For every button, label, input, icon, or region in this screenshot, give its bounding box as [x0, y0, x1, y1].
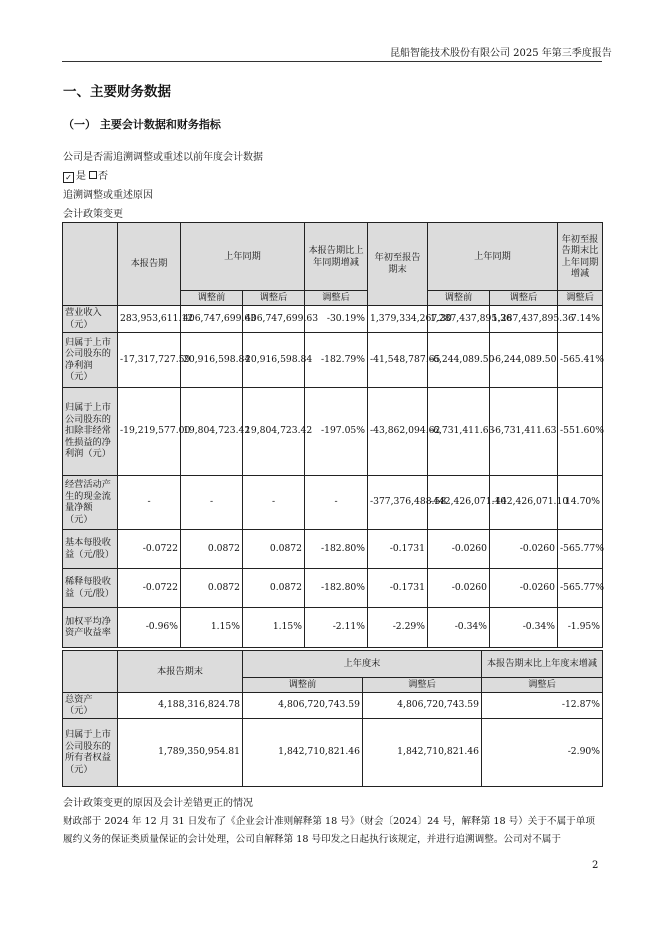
sub-after: 调整后 — [482, 678, 603, 693]
table-cell: -19,219,577.00 — [118, 387, 181, 475]
sub-after: 调整后 — [558, 291, 603, 306]
key-financials-table — [62, 222, 603, 648]
table-cell: 4,806,720,743.59 — [363, 692, 482, 718]
col-prior-year-end: 上年度末 — [243, 651, 482, 678]
table-cell: 4,188,316,824.78 — [118, 692, 243, 718]
col-ytd: 年初至报告期末 — [368, 223, 428, 306]
footnote-body: 财政部于 2024 年 12 月 31 日发布了《企业会计准则解释第 18 号》（财会〔2024〕24 号，解释第 18 号）关于不属于单项履约义务的保证类质量保证的会计处理，公司自解释第 18 号印发之日起执行该规定，并进行追溯调整。公司对不属于 — [63, 816, 595, 845]
table-cell: -41,548,787.65 — [368, 332, 428, 387]
table-cell: 20,916,598.84 — [243, 332, 305, 387]
subsection-title: （一） 主要会计数据和财务指标 — [63, 118, 221, 131]
table-row — [63, 607, 603, 647]
table-row — [63, 305, 603, 332]
table-row — [63, 332, 603, 387]
table-cell: 406,747,699.63 — [243, 305, 305, 332]
col-change-period: 本报告期比上年同期增减 — [305, 223, 368, 291]
restatement-question: 公司是否需追溯调整或重述以前年度会计数据 — [63, 152, 263, 163]
table-cell: -17,317,727.59 — [118, 332, 181, 387]
section-title: 一、主要财务数据 — [63, 84, 171, 100]
table-cell: -442,426,071.10 — [428, 475, 490, 529]
table-cell: -442,426,071.10 — [490, 475, 558, 529]
balance-sheet-table — [62, 650, 603, 787]
table-cell: -377,376,488.58 — [368, 475, 428, 529]
table-cell: -565.77% — [558, 568, 603, 607]
table-cell: 19,804,723.42 — [243, 387, 305, 475]
header-blank — [63, 651, 118, 693]
table-cell: - — [243, 475, 305, 529]
row-label: 稀释每股收益（元/股） — [63, 568, 118, 607]
table-cell: 1,287,437,895.36 — [428, 305, 490, 332]
table-cell: 0.0872 — [181, 529, 243, 568]
row-label: 营业收入（元） — [63, 305, 118, 332]
table-cell: -6,731,411.63 — [428, 387, 490, 475]
table-cell: -0.1731 — [368, 529, 428, 568]
table-cell: - — [118, 475, 181, 529]
table-cell: 0.0872 — [181, 568, 243, 607]
col-prior-same-ytd: 上年同期 — [428, 223, 558, 291]
table-cell: -0.0260 — [428, 529, 490, 568]
table-cell: 1,842,710,821.46 — [363, 718, 482, 786]
table-cell: -2.90% — [482, 718, 603, 786]
reason-label: 追溯调整或重述原因 — [63, 190, 153, 201]
table-cell: -0.1731 — [368, 568, 428, 607]
table-cell: 19,804,723.42 — [181, 387, 243, 475]
sub-after: 调整后 — [363, 678, 482, 693]
table-cell: 1,842,710,821.46 — [243, 718, 363, 786]
table-row — [63, 568, 603, 607]
restatement-answer — [63, 167, 108, 183]
table-row — [63, 718, 603, 786]
table-cell: -182.80% — [305, 529, 368, 568]
table-cell: 1,379,334,267.30 — [368, 305, 428, 332]
row-label: 基本每股收益（元/股） — [63, 529, 118, 568]
table-row — [63, 692, 603, 718]
page-header: 昆船智能技术股份有限公司 2025 年第三季度报告 — [390, 48, 612, 59]
row-label: 总资产（元） — [63, 692, 118, 718]
row-label: 经营活动产生的现金流量净额（元） — [63, 475, 118, 529]
table-cell: -565.77% — [558, 529, 603, 568]
table-cell: -565.41% — [558, 332, 603, 387]
table-cell: 1,789,350,954.81 — [118, 718, 243, 786]
col-prior-same-period: 上年同期 — [181, 223, 305, 291]
table-cell: -0.34% — [490, 607, 558, 647]
page-number: 2 — [592, 860, 599, 871]
table-cell: -12.87% — [482, 692, 603, 718]
table-cell: 4,806,720,743.59 — [243, 692, 363, 718]
sub-after: 调整后 — [243, 291, 305, 306]
table-cell: -0.34% — [428, 607, 490, 647]
row-label: 归属于上市公司股东的扣除非经常性损益的净利润（元） — [63, 387, 118, 475]
table-cell: -197.05% — [305, 387, 368, 475]
table-cell: -1.95% — [558, 607, 603, 647]
table-row — [63, 475, 603, 529]
table-cell: 1,287,437,895.36 — [490, 305, 558, 332]
table-cell: 0.0872 — [243, 568, 305, 607]
table-cell: 7.14% — [558, 305, 603, 332]
table-cell: -0.0260 — [490, 568, 558, 607]
sub-after: 调整后 — [490, 291, 558, 306]
answer-yes: 是 — [76, 171, 86, 182]
table-cell: -6,244,089.50 — [490, 332, 558, 387]
table-cell: 14.70% — [558, 475, 603, 529]
table-cell: 1.15% — [243, 607, 305, 647]
header-blank — [63, 223, 118, 306]
checked-box-icon: ✓ — [63, 172, 74, 183]
table-cell: 283,953,611.12 — [118, 305, 181, 332]
table-cell: -2.11% — [305, 607, 368, 647]
table-row — [63, 387, 603, 475]
answer-no: 否 — [98, 171, 108, 182]
row-label: 归属于上市公司股东的净利润（元） — [63, 332, 118, 387]
table-cell: 406,747,699.63 — [181, 305, 243, 332]
table-cell: 20,916,598.84 — [181, 332, 243, 387]
sub-before: 调整前 — [428, 291, 490, 306]
sub-before: 调整前 — [243, 678, 363, 693]
header-divider — [62, 61, 602, 62]
table-cell: -0.0260 — [490, 529, 558, 568]
table-cell: -182.79% — [305, 332, 368, 387]
sub-after: 调整后 — [305, 291, 368, 306]
table-row — [63, 529, 603, 568]
sub-before: 调整前 — [181, 291, 243, 306]
table-cell: -30.19% — [305, 305, 368, 332]
row-label: 加权平均净资产收益率 — [63, 607, 118, 647]
table-cell: 0.0872 — [243, 529, 305, 568]
table-cell: - — [181, 475, 243, 529]
table-cell: -6,244,089.50 — [428, 332, 490, 387]
col-change: 本报告期末比上年度末增减 — [482, 651, 603, 678]
table-cell: 1.15% — [181, 607, 243, 647]
row-label: 归属于上市公司股东的所有者权益（元） — [63, 718, 118, 786]
table-cell: -6,731,411.63 — [490, 387, 558, 475]
table-cell: -0.0260 — [428, 568, 490, 607]
col-change-ytd: 年初至报告期末比上年同期增减 — [558, 223, 603, 291]
table-cell: -182.80% — [305, 568, 368, 607]
table-cell: -43,862,094.62 — [368, 387, 428, 475]
col-current-end: 本报告期末 — [118, 651, 243, 693]
table-cell: -0.0722 — [118, 568, 181, 607]
footnote-title: 会计政策变更的原因及会计差错更正的情况 — [63, 798, 253, 809]
col-current-period: 本报告期 — [118, 223, 181, 306]
table-cell: -2.29% — [368, 607, 428, 647]
unchecked-box-icon — [89, 171, 97, 179]
reason-value: 会计政策变更 — [63, 209, 123, 220]
table-cell: -0.96% — [118, 607, 181, 647]
table-cell: -0.0722 — [118, 529, 181, 568]
table-cell: - — [305, 475, 368, 529]
table-cell: -551.60% — [558, 387, 603, 475]
